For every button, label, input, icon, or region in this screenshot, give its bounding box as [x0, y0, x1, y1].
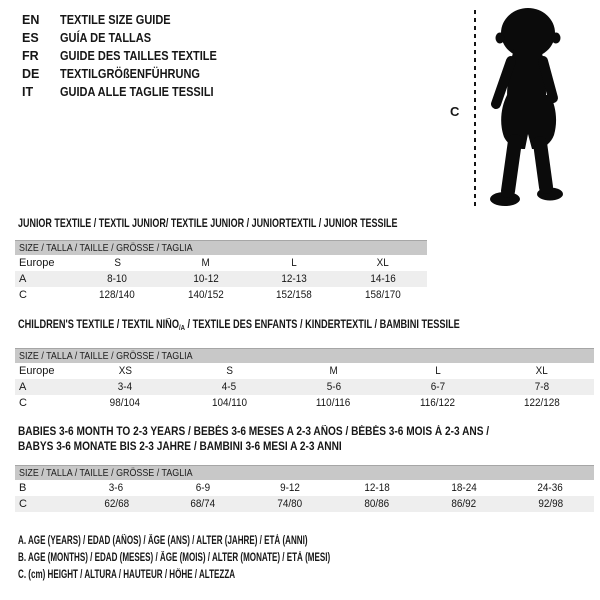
- value-cell: 110/116: [316, 397, 351, 409]
- children-row-a: [15, 379, 594, 395]
- footnotes: [18, 533, 464, 584]
- value-cell: 158/170: [364, 289, 401, 301]
- value-cell: 10-12: [193, 273, 219, 285]
- europe-label: Europe: [19, 257, 55, 269]
- size-cell: M: [329, 365, 338, 377]
- subscript-a: /A: [178, 323, 185, 332]
- lang-row-en: [22, 11, 238, 29]
- lang-label: TEXTILE SIZE GUIDE: [60, 13, 171, 27]
- value-cell: 128/140: [99, 289, 136, 301]
- size-cell: L: [291, 257, 298, 269]
- size-header-text: SIZE / TALLA / TAILLE / GRÖSSE / TAGLIA: [19, 350, 193, 362]
- lang-row-de: [22, 65, 238, 83]
- footnote-c: C. (cm) HEIGHT / ALTURA / HAUTEUR / HÖHE / ALTEZZA: [18, 569, 236, 581]
- size-cell: XS: [118, 365, 132, 377]
- value-cell: 104/110: [211, 397, 247, 409]
- junior-size-header-bar: [15, 240, 427, 255]
- junior-row-c: [15, 287, 427, 303]
- children-sizes-row: [15, 363, 594, 379]
- babies-title-line2: BABYS 3-6 MONATE BIS 2-3 JAHRE / BAMBINI 3-6 MESI A 2-3 ANNI: [18, 440, 342, 453]
- size-cell: XL: [535, 365, 548, 377]
- row-label: C: [19, 397, 27, 409]
- size-header-text: SIZE / TALLA / TAILLE / GRÖSSE / TAGLIA: [19, 467, 193, 479]
- lang-code: EN: [22, 13, 40, 27]
- value-cell: 98/104: [109, 397, 141, 409]
- junior-sizes-row: [15, 255, 427, 271]
- lang-code: IT: [22, 85, 34, 99]
- lang-label: GUÍA DE TALLAS: [60, 31, 152, 45]
- lang-row-it: [22, 83, 238, 101]
- value-cell: 92/98: [538, 498, 563, 510]
- footnote-a: A. AGE (YEARS) / EDAD (AÑOS) / ÂGE (ANS) / ALTER (JAHRE) / ETÀ (ANNI): [18, 535, 308, 547]
- children-size-header-bar: [15, 348, 594, 363]
- junior-section-title: [18, 218, 504, 230]
- value-cell: 12-18: [364, 482, 390, 494]
- value-cell: 68/74: [190, 498, 216, 510]
- lang-code: DE: [22, 67, 40, 81]
- row-label: C: [19, 498, 27, 510]
- size-cell: M: [201, 257, 210, 269]
- value-cell: 12-13: [281, 273, 307, 285]
- row-label: B: [19, 482, 27, 494]
- size-header-text: SIZE / TALLA / TAILLE / GRÖSSE / TAGLIA: [19, 242, 193, 254]
- babies-row-c: [15, 496, 594, 512]
- lang-label: GUIDE DES TAILLES TEXTILE: [60, 49, 217, 63]
- size-cell: XL: [376, 257, 389, 269]
- babies-title-line1: BABIES 3-6 MONTH TO 2-3 YEARS / BEBÉS 3-6 MESES A 2-3 AÑOS / BÉBÉS 3-6 MOIS À 2-3 ANS /: [18, 426, 490, 438]
- lang-row-es: [22, 29, 238, 47]
- value-cell: 9-12: [280, 482, 300, 494]
- value-cell: 122/128: [524, 397, 560, 409]
- value-cell: 14-16: [370, 273, 396, 285]
- value-cell: 6-9: [196, 482, 211, 494]
- children-size-table: [15, 348, 594, 411]
- value-cell: 62/68: [104, 498, 129, 510]
- value-cell: 116/122: [420, 397, 456, 409]
- size-cell: S: [113, 257, 121, 269]
- value-cell: 8-10: [107, 273, 128, 285]
- value-cell: 3-6: [109, 482, 124, 494]
- value-cell: 140/152: [187, 289, 224, 301]
- value-cell: 7-8: [534, 381, 550, 393]
- lang-label: GUIDA ALLE TAGLIE TESSILI: [60, 85, 214, 99]
- row-label: A: [19, 381, 27, 393]
- lang-label: TEXTILGRÖßENFÜHRUNG: [60, 67, 200, 81]
- value-cell: 5-6: [326, 381, 341, 393]
- value-cell: 6-7: [430, 381, 445, 393]
- row-label: C: [19, 289, 27, 301]
- value-cell: 18-24: [451, 482, 477, 494]
- row-label: A: [19, 273, 27, 285]
- children-title-text: CHILDREN'S TEXTILE / TEXTIL NIÑO/A / TEXTILE DES ENFANTS / KINDERTEXTIL / BAMBINI TESSILE: [18, 319, 460, 332]
- value-cell: 4-5: [222, 381, 237, 393]
- baby-silhouette-icon: [483, 5, 575, 211]
- babies-size-header-bar: [15, 465, 594, 480]
- junior-title-text: JUNIOR TEXTILE / TEXTIL JUNIOR/ TEXTILE JUNIOR / JUNIORTEXTIL / JUNIOR TESSILE: [18, 218, 398, 230]
- babies-size-table: [15, 465, 594, 512]
- babies-row-b: [15, 480, 594, 496]
- junior-row-a: [15, 271, 427, 287]
- value-cell: 3-4: [117, 381, 133, 393]
- europe-label: Europe: [19, 365, 55, 377]
- value-cell: 86/92: [451, 498, 477, 510]
- lang-code: FR: [22, 49, 39, 63]
- value-cell: 24-36: [537, 482, 564, 494]
- lang-row-fr: [22, 47, 238, 65]
- language-title-list: [22, 11, 238, 101]
- junior-size-table: [15, 240, 427, 303]
- size-cell: S: [225, 365, 233, 377]
- height-measure-dashed-line: [474, 10, 476, 208]
- value-cell: 152/158: [276, 289, 313, 301]
- size-cell: L: [434, 365, 441, 377]
- value-cell: 74/80: [277, 498, 303, 510]
- children-section-title: [18, 319, 570, 332]
- children-row-c: [15, 395, 594, 411]
- babies-section-title: [18, 425, 553, 454]
- footnote-b: B. AGE (MONTHS) / EDAD (MESES) / ÂGE (MOIS) / ALTER (MONATE) / ETÀ (MESI): [18, 552, 331, 564]
- lang-code: ES: [22, 31, 39, 45]
- height-measure-label: C: [450, 104, 460, 119]
- value-cell: 80/86: [364, 498, 390, 510]
